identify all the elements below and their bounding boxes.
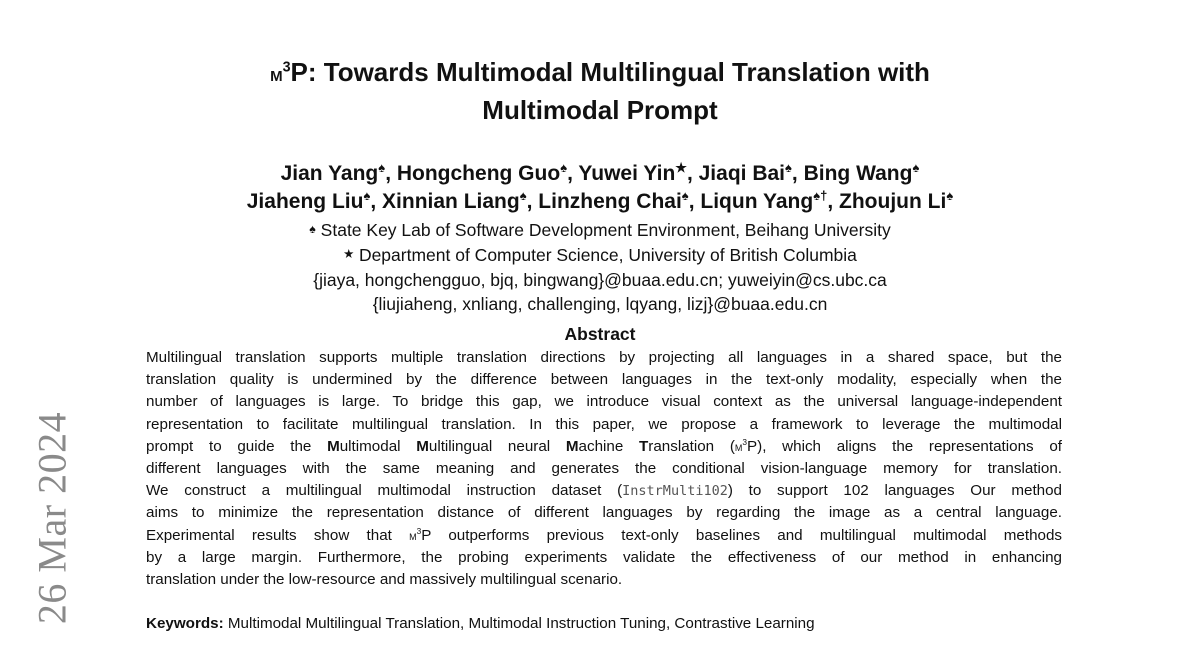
author-affiliation-mark: ★ [675, 160, 687, 175]
author-separator: , [567, 162, 579, 185]
abstract-text: ranslation ( [648, 437, 735, 455]
keywords-label: Keywords: [146, 615, 224, 632]
model-m: m [734, 438, 743, 454]
author-line-1 [0, 160, 1200, 188]
title-model-sup: 3 [282, 59, 291, 76]
abstract-line: representation to facilitate multilingual translation. In this paper, we propose a framework to leverage the multimodal [146, 415, 1062, 433]
keywords-text: Multimodal Multilingual Translation, Multimodal Instruction Tuning, Contrastive Learning [223, 615, 815, 632]
abstract-body [146, 347, 1062, 591]
author-name: Bing Wang [803, 162, 913, 185]
abstract-text: achine [578, 437, 639, 455]
author-separator: , [686, 162, 699, 185]
paper-title [0, 54, 1200, 128]
abstract-line [146, 525, 1062, 547]
affiliations [0, 217, 1200, 317]
author-affiliation-mark: ♠ [946, 188, 954, 203]
author-name: Liqun Yang [700, 190, 814, 213]
abstract-text: We construct a multilingual multimodal instruction dataset ( [146, 482, 623, 500]
email-line-2: {liujiaheng, xnliang, challenging, lqyang, lizj}@buaa.edu.cn [372, 294, 828, 315]
author-name: Jiaheng Liu [246, 190, 364, 213]
author-affiliation-mark: ♠ [560, 160, 568, 175]
author-line-2 [0, 188, 1200, 216]
abstract-text: ) to support 102 languages Our method [727, 482, 1063, 500]
abstract-line: number of languages is large. To bridge this gap, we introduce visual context as the universal language-independent [146, 393, 1062, 411]
abstract-text: ultimodal [339, 437, 417, 455]
author-name: Jiaqi Bai [698, 162, 785, 185]
title-line-1-text: P: Towards Multimodal Multilingual Translation with [290, 57, 930, 87]
email-line-1: {jiaya, hongchengguo, bjq, bingwang}@buaa.edu.cn; yuweiyin@cs.ubc.ca [313, 269, 887, 290]
acronym-letter: M [565, 437, 579, 455]
abstract-line: Multilingual translation supports multiple translation directions by projecting all languages in a shared space, but the [146, 349, 1062, 366]
author-separator: , [385, 162, 397, 185]
author-separator: , [688, 190, 701, 213]
author-separator: , [827, 190, 840, 213]
dataset-name: InstrMulti102 [622, 483, 728, 500]
title-line-2: Multimodal Prompt [482, 95, 718, 125]
author-name: Xinnian Liang [382, 190, 520, 213]
affiliation-beihang-text: State Key Lab of Software Development Environment, Beihang University [320, 220, 891, 240]
acronym-letter: M [416, 437, 429, 455]
author-name: Hongcheng Guo [396, 162, 561, 185]
author-separator: , [370, 190, 383, 213]
author-name: Jian Yang [280, 162, 379, 185]
arxiv-date-stamp: 26 Mar 2024 [29, 411, 75, 625]
author-affiliation-mark: ♠ [378, 160, 386, 175]
abstract-text: P), which aligns the representations of [747, 437, 1063, 455]
author-name: Zhoujun Li [839, 190, 947, 213]
abstract-line: translation under the low-resource and massively multilingual scenario. [146, 571, 623, 589]
author-affiliation-mark: ♠ [363, 188, 371, 203]
abstract-line: translation quality is undermined by the difference between languages in the text-only modality, especially when the [146, 371, 1062, 389]
author-affiliation-mark: ♠ [519, 188, 527, 203]
abstract-line [146, 436, 1062, 458]
model-m: m [409, 527, 417, 543]
affiliation-ubc-text: Department of Computer Science, University of British Columbia [358, 245, 857, 266]
author-affiliation-mark: ♠ [785, 160, 792, 175]
spade-icon: ♠ [309, 222, 316, 236]
abstract-text: prompt to guide the [146, 437, 328, 455]
author-name: Yuwei Yin [578, 162, 676, 185]
abstract-text: ultilingual neural [428, 437, 566, 455]
author-list [0, 160, 1200, 216]
model-sup: 3 [742, 436, 748, 447]
abstract-line: by a large margin. Furthermore, the probing experiments validate the effectiveness of our method in enhancing [146, 548, 1062, 566]
abstract-line: aims to minimize the representation distance of different languages by regarding the image as a central language. [146, 504, 1062, 522]
abstract-text: Experimental results show that [146, 526, 410, 544]
affiliation-ubc [0, 242, 1200, 267]
title-line-1 [0, 54, 1200, 92]
acronym-letter: M [327, 437, 340, 455]
author-name: Linzheng Chai [538, 190, 682, 213]
acronym-letter: T [639, 437, 649, 455]
author-separator: , [526, 190, 539, 213]
model-sup: 3 [416, 525, 422, 536]
abstract-text: P outperforms previous text-only baselines and multilingual multimodal methods [421, 526, 1062, 544]
author-affiliation-mark: ♠† [813, 188, 828, 203]
star-icon: ★ [343, 247, 355, 262]
author-affiliation-mark: ♠ [912, 160, 920, 175]
author-separator: , [791, 162, 804, 185]
title-model-m: m [270, 61, 283, 86]
keywords [146, 613, 1062, 635]
abstract-line: different languages with the same meaning and generates the conditional vision-language memory for translation. [146, 460, 1062, 478]
abstract-line [146, 480, 1062, 502]
author-affiliation-mark: ♠ [681, 188, 689, 203]
affiliation-beihang [0, 217, 1200, 242]
abstract-heading: Abstract [564, 324, 636, 344]
